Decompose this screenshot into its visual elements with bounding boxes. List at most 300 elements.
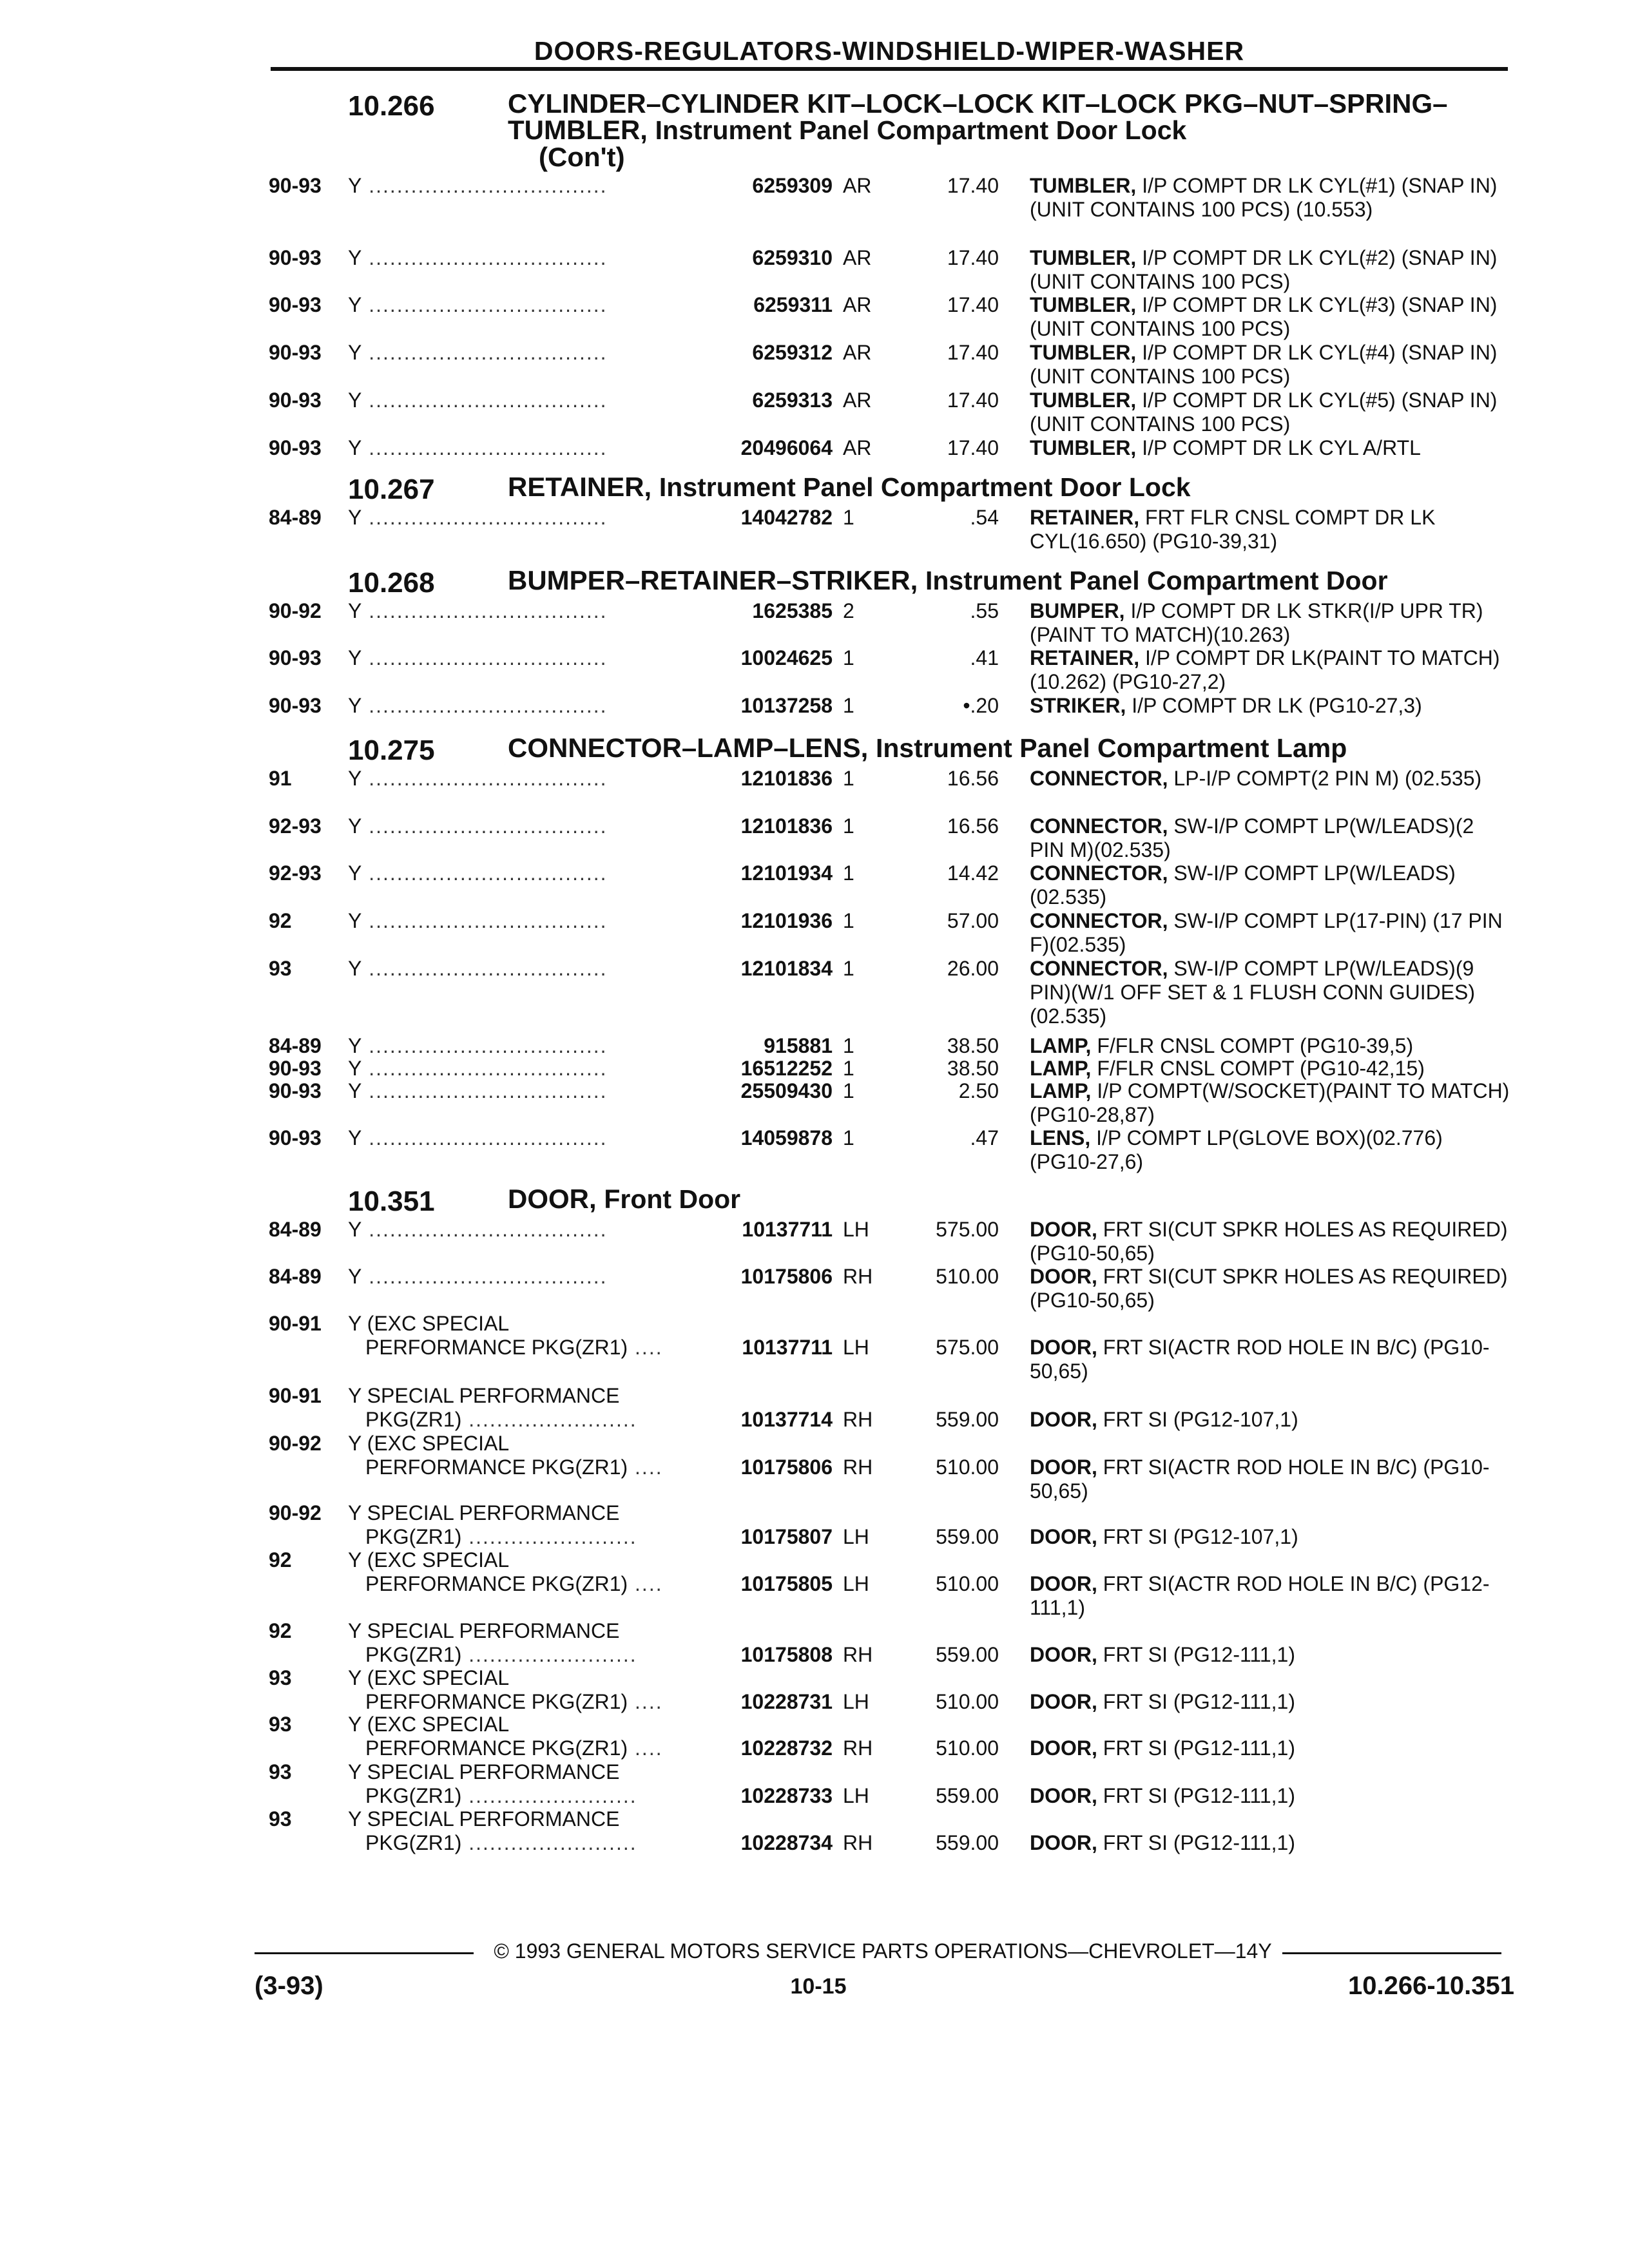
part-description — [1030, 1057, 1510, 1081]
part-number: 25509430 — [740, 1079, 833, 1102]
dot-leader: .................................. — [361, 957, 608, 980]
price: 510.00 — [936, 1690, 999, 1713]
section-title-main: RETAINER, — [508, 472, 659, 502]
part-number: 6259311 — [753, 293, 833, 316]
vehicle-model — [348, 436, 696, 460]
vehicle-model-text: Y — [348, 909, 362, 932]
model-years: 90-93 — [269, 341, 322, 364]
price: 14.42 — [947, 861, 999, 885]
model-years: 90-93 — [269, 293, 322, 316]
part-number: 10228731 — [740, 1690, 833, 1713]
quantity: 1 — [843, 646, 854, 669]
part-description — [1030, 1336, 1510, 1383]
description-text: SW-I/P COMPT LP(W/LEADS)(02.535) — [1030, 861, 1456, 908]
vehicle-model-text: Y — [348, 1057, 362, 1080]
quantity: LH — [843, 1218, 869, 1241]
section-title-subject: Instrument Panel Compartment Door Lock — [655, 115, 1187, 145]
quantity: AR — [843, 293, 872, 316]
quantity: 1 — [843, 1034, 854, 1057]
dot-leader: .................................. — [361, 506, 608, 529]
model-years: 90-92 — [269, 599, 322, 622]
description-text: SW-I/P COMPT LP(17-PIN) (17 PIN F)(02.535) — [1030, 909, 1503, 956]
vehicle-model — [348, 1218, 696, 1242]
vehicle-model-text: Y — [348, 1265, 362, 1288]
description-keyword: CONNECTOR, — [1030, 767, 1168, 790]
price: .41 — [970, 646, 999, 669]
section-title — [508, 474, 1513, 501]
description-text: FRT SI (PG12-107,1) — [1097, 1408, 1298, 1431]
part-number: 16512252 — [740, 1057, 833, 1080]
quantity: 1 — [843, 1126, 854, 1149]
part-description — [1030, 861, 1510, 909]
price: 559.00 — [936, 1408, 999, 1431]
vehicle-model — [348, 1384, 696, 1408]
vehicle-model — [348, 861, 696, 885]
vehicle-model-text: Y SPECIAL PERFORMANCE — [348, 1619, 620, 1642]
vehicle-model-text: PKG(ZR1) — [365, 1784, 462, 1807]
description-keyword: DOOR, — [1030, 1572, 1097, 1595]
part-description — [1030, 341, 1510, 389]
part-number: 6259309 — [752, 174, 833, 197]
vehicle-model — [348, 1312, 696, 1336]
vehicle-model — [348, 1126, 696, 1150]
vehicle-model-text: Y (EXC SPECIAL — [348, 1713, 510, 1736]
footer-section-range: 10.266-10.351 — [1347, 1972, 1514, 2000]
part-description — [1030, 1784, 1510, 1808]
description-text: I/P COMPT DR LK CYL(#5) (SNAP IN)(UNIT CONTAINS 100 PCS) — [1030, 389, 1498, 436]
vehicle-model-text: Y — [348, 957, 362, 980]
vehicle-model — [348, 957, 696, 981]
part-number: 10175807 — [740, 1525, 833, 1548]
price: 559.00 — [936, 1784, 999, 1807]
section-title-subject: Instrument Panel Compartment Door — [925, 566, 1388, 595]
vehicle-model — [348, 814, 696, 838]
part-number: 12101834 — [740, 957, 833, 980]
dot-leader: ........................ — [461, 1525, 637, 1548]
vehicle-model-text: Y — [348, 389, 362, 412]
model-years: 92 — [269, 1548, 292, 1571]
dot-leader: .................................. — [361, 174, 608, 197]
vehicle-model — [348, 1057, 696, 1081]
model-years: 93 — [269, 1666, 292, 1689]
section-title — [508, 735, 1513, 762]
part-description — [1030, 1690, 1510, 1714]
model-years: 90-93 — [269, 646, 322, 669]
part-description — [1030, 1218, 1510, 1265]
quantity: 2 — [843, 599, 854, 622]
model-years: 84-89 — [269, 1218, 322, 1241]
model-years: 90-93 — [269, 174, 322, 197]
description-text: I/P COMPT DR LK CYL(#2) (SNAP IN)(UNIT CONTAINS 100 PCS) — [1030, 246, 1498, 293]
dot-leader: ........................ — [461, 1831, 637, 1854]
model-years: 84-89 — [269, 506, 322, 529]
model-years: 93 — [269, 1807, 292, 1831]
section-title-main: CONNECTOR–LAMP–LENS, — [508, 733, 876, 763]
description-text: SW-I/P COMPT LP(W/LEADS)(2 PIN M)(02.535) — [1030, 814, 1474, 861]
vehicle-model — [348, 909, 696, 933]
description-text: FRT SI(ACTR ROD HOLE IN B/C) (PG12-111,1) — [1030, 1572, 1490, 1619]
description-keyword: DOOR, — [1030, 1784, 1097, 1807]
part-description — [1030, 1831, 1510, 1855]
part-number: 12101836 — [740, 767, 833, 790]
vehicle-model-text: Y — [348, 646, 362, 669]
vehicle-model — [348, 1432, 696, 1456]
part-number: 10137714 — [740, 1408, 833, 1431]
price: 16.56 — [947, 767, 999, 790]
quantity: AR — [843, 389, 872, 412]
dot-leader: .... — [628, 1690, 663, 1713]
vehicle-model-text: Y — [348, 506, 362, 529]
description-keyword: DOOR, — [1030, 1336, 1097, 1359]
vehicle-model-text: PERFORMANCE PKG(ZR1) — [365, 1572, 628, 1595]
part-number: 10175808 — [740, 1643, 833, 1666]
description-keyword: DOOR, — [1030, 1690, 1097, 1713]
quantity: RH — [843, 1643, 873, 1666]
dot-leader: .................................. — [361, 1265, 608, 1288]
price: •.20 — [963, 694, 999, 717]
part-description — [1030, 1126, 1510, 1174]
quantity: LH — [843, 1690, 869, 1713]
description-text: FRT SI (PG12-111,1) — [1097, 1736, 1295, 1760]
model-years: 92-93 — [269, 861, 322, 885]
price: 575.00 — [936, 1218, 999, 1241]
part-number: 14042782 — [740, 506, 833, 529]
dot-leader: .................................. — [361, 909, 608, 932]
vehicle-model-text: Y (EXC SPECIAL — [348, 1548, 510, 1571]
dot-leader: .... — [628, 1736, 663, 1760]
section-number: 10.268 — [348, 567, 435, 599]
vehicle-model-text: Y — [348, 767, 362, 790]
vehicle-model — [348, 1265, 696, 1289]
description-text: FRT FLR CNSL COMPT DR LK CYL(16.650) (PG10-39,31) — [1030, 506, 1436, 553]
section-title — [508, 90, 1513, 170]
description-text: FRT SI(ACTR ROD HOLE IN B/C) (PG10-50,65) — [1030, 1456, 1490, 1503]
vehicle-model-text: Y — [348, 174, 362, 197]
model-years: 90-93 — [269, 389, 322, 412]
part-number: 10175805 — [740, 1572, 833, 1595]
description-text: FRT SI(CUT SPKR HOLES AS REQUIRED) (PG10-50,65) — [1030, 1265, 1508, 1312]
vehicle-model — [348, 1079, 696, 1103]
vehicle-model-text: Y — [348, 246, 362, 269]
dot-leader: .................................. — [361, 341, 608, 364]
description-text: FRT SI (PG12-111,1) — [1097, 1690, 1295, 1713]
section-title-main: BUMPER–RETAINER–STRIKER, — [508, 565, 925, 595]
price: 17.40 — [947, 389, 999, 412]
section-number: 10.266 — [348, 90, 435, 122]
section-title — [508, 567, 1513, 594]
part-number: 10228734 — [740, 1831, 833, 1854]
model-years: 90-93 — [269, 246, 322, 269]
footer-copyright: © 1993 GENERAL MOTORS SERVICE PARTS OPERATIONS—CHEVROLET—14Y — [494, 1939, 1272, 1963]
description-keyword: BUMPER, — [1030, 599, 1125, 622]
description-keyword: CONNECTOR, — [1030, 861, 1168, 885]
vehicle-model-text: Y — [348, 341, 362, 364]
vehicle-model-text: Y SPECIAL PERFORMANCE — [348, 1807, 620, 1831]
part-description — [1030, 389, 1510, 436]
price: 559.00 — [936, 1831, 999, 1854]
vehicle-model-text: PKG(ZR1) — [365, 1525, 462, 1548]
vehicle-model-text: PKG(ZR1) — [365, 1643, 462, 1666]
description-keyword: DOOR, — [1030, 1408, 1097, 1431]
part-description — [1030, 1572, 1510, 1620]
description-keyword: DOOR, — [1030, 1265, 1097, 1288]
description-text: FRT SI (PG12-111,1) — [1097, 1831, 1295, 1854]
part-number: 14059878 — [740, 1126, 833, 1149]
description-keyword: LAMP, — [1030, 1034, 1092, 1057]
part-number: 12101934 — [740, 861, 833, 885]
vehicle-model-text: Y (EXC SPECIAL — [348, 1432, 510, 1455]
quantity: AR — [843, 246, 872, 269]
description-keyword: DOOR, — [1030, 1218, 1097, 1241]
dot-leader: ........................ — [461, 1784, 637, 1807]
price: 510.00 — [936, 1572, 999, 1595]
section-number: 10.267 — [348, 474, 435, 505]
description-text: I/P COMPT DR LK CYL(#1) (SNAP IN)(UNIT CONTAINS 100 PCS) (10.553) — [1030, 174, 1498, 221]
part-description — [1030, 694, 1510, 718]
description-keyword: TUMBLER, — [1030, 246, 1137, 269]
description-keyword: RETAINER, — [1030, 646, 1140, 669]
footer-rule-left — [255, 1952, 474, 1954]
description-text: FRT SI(ACTR ROD HOLE IN B/C) (PG10-50,65) — [1030, 1336, 1490, 1383]
section-continued: (Con't) — [539, 142, 625, 172]
model-years: 92 — [269, 909, 292, 932]
section-title — [508, 1186, 1513, 1213]
quantity: RH — [843, 1456, 873, 1479]
model-years: 90-93 — [269, 1057, 322, 1080]
vehicle-model — [348, 1619, 696, 1643]
dot-leader: .... — [628, 1572, 663, 1595]
quantity: 1 — [843, 767, 854, 790]
part-number: 10137258 — [740, 694, 833, 717]
price: 26.00 — [947, 957, 999, 980]
dot-leader: ........................ — [461, 1643, 637, 1666]
vehicle-model — [348, 1760, 696, 1784]
description-text: FRT SI(CUT SPKR HOLES AS REQUIRED) (PG10-50,65) — [1030, 1218, 1508, 1265]
part-description — [1030, 814, 1510, 862]
quantity: RH — [843, 1408, 873, 1431]
description-keyword: LAMP, — [1030, 1057, 1092, 1080]
quantity: 1 — [843, 1057, 854, 1080]
part-description — [1030, 1265, 1510, 1312]
model-years: 93 — [269, 957, 292, 980]
page-header-title: DOORS-REGULATORS-WINDSHIELD-WIPER-WASHER — [534, 36, 1245, 66]
vehicle-model-text: Y — [348, 694, 362, 717]
part-description — [1030, 436, 1510, 460]
header-rule — [271, 67, 1508, 71]
model-years: 84-89 — [269, 1265, 322, 1288]
vehicle-model-text: Y — [348, 1126, 362, 1149]
part-number: 10137711 — [742, 1336, 833, 1359]
price: 510.00 — [936, 1736, 999, 1760]
description-text: F/FLR CNSL COMPT (PG10-39,5) — [1091, 1034, 1414, 1057]
description-text: I/P COMPT DR LK (PG10-27,3) — [1126, 694, 1422, 717]
description-keyword: CONNECTOR, — [1030, 909, 1168, 932]
price: 17.40 — [947, 341, 999, 364]
part-number: 10137711 — [742, 1218, 833, 1241]
quantity: LH — [843, 1572, 869, 1595]
vehicle-model — [348, 1501, 696, 1525]
part-description — [1030, 1525, 1510, 1549]
description-keyword: RETAINER, — [1030, 506, 1140, 529]
part-description — [1030, 246, 1510, 294]
part-description — [1030, 1456, 1510, 1503]
quantity: 1 — [843, 957, 854, 980]
price: 575.00 — [936, 1336, 999, 1359]
vehicle-model-text: PERFORMANCE PKG(ZR1) — [365, 1690, 628, 1713]
part-number: 1625385 — [752, 599, 833, 622]
vehicle-model — [348, 174, 696, 198]
model-years: 90-92 — [269, 1432, 322, 1455]
vehicle-model-text: Y SPECIAL PERFORMANCE — [348, 1384, 620, 1407]
description-keyword: TUMBLER, — [1030, 436, 1137, 459]
part-description — [1030, 599, 1510, 647]
price: 17.40 — [947, 293, 999, 316]
price: .55 — [970, 599, 999, 622]
vehicle-model — [348, 1666, 696, 1690]
vehicle-model-text: Y — [348, 436, 362, 459]
vehicle-model-text: Y — [348, 1218, 362, 1241]
quantity: AR — [843, 174, 872, 197]
price: 38.50 — [947, 1057, 999, 1080]
vehicle-model — [348, 341, 696, 365]
dot-leader: .................................. — [361, 814, 608, 838]
description-keyword: LAMP, — [1030, 1079, 1092, 1102]
vehicle-model-text: PKG(ZR1) — [365, 1408, 462, 1431]
description-keyword: TUMBLER, — [1030, 174, 1137, 197]
model-years: 90-93 — [269, 1079, 322, 1102]
dot-leader: ........................ — [461, 1408, 637, 1431]
quantity: 1 — [843, 861, 854, 885]
dot-leader: .................................. — [361, 246, 608, 269]
description-keyword: STRIKER, — [1030, 694, 1126, 717]
model-years: 93 — [269, 1760, 292, 1783]
description-keyword: CONNECTOR, — [1030, 814, 1168, 838]
description-keyword: TUMBLER, — [1030, 341, 1137, 364]
description-text: FRT SI (PG12-111,1) — [1097, 1784, 1295, 1807]
dot-leader: .................................. — [361, 599, 608, 622]
description-keyword: DOOR, — [1030, 1831, 1097, 1854]
dot-leader: .................................. — [361, 436, 608, 459]
vehicle-model-text: PERFORMANCE PKG(ZR1) — [365, 1336, 628, 1359]
description-text: I/P COMPT DR LK(PAINT TO MATCH)(10.262) (PG10-27,2) — [1030, 646, 1500, 693]
part-number: 10175806 — [740, 1265, 833, 1288]
description-text: LP-I/P COMPT(2 PIN M) (02.535) — [1168, 767, 1482, 790]
quantity: 1 — [843, 694, 854, 717]
vehicle-model-text: Y — [348, 814, 362, 838]
model-years: 90-91 — [269, 1312, 322, 1335]
price: .47 — [970, 1126, 999, 1149]
description-keyword: DOOR, — [1030, 1643, 1097, 1666]
price: 57.00 — [947, 909, 999, 932]
part-number: 6259310 — [752, 246, 833, 269]
price: 559.00 — [936, 1525, 999, 1548]
description-text: I/P COMPT DR LK CYL(#4) (SNAP IN)(UNIT CONTAINS 100 PCS) — [1030, 341, 1498, 388]
description-keyword: DOOR, — [1030, 1736, 1097, 1760]
section-title-subject: Instrument Panel Compartment Lamp — [875, 733, 1347, 763]
dot-leader: .................................. — [361, 1057, 608, 1080]
dot-leader: .................................. — [361, 694, 608, 717]
quantity: 1 — [843, 814, 854, 838]
price: 510.00 — [936, 1456, 999, 1479]
dot-leader: .................................. — [361, 1034, 608, 1057]
dot-leader: .................................. — [361, 1218, 608, 1241]
vehicle-model — [348, 599, 696, 623]
description-text: FRT SI (PG12-107,1) — [1097, 1525, 1298, 1548]
description-text: I/P COMPT DR LK STKR(I/P UPR TR)(PAINT TO MATCH)(10.263) — [1030, 599, 1483, 646]
price: 17.40 — [947, 436, 999, 459]
description-text: FRT SI (PG12-111,1) — [1097, 1643, 1295, 1666]
description-keyword: DOOR, — [1030, 1525, 1097, 1548]
dot-leader: .................................. — [361, 646, 608, 669]
price: 510.00 — [936, 1265, 999, 1288]
model-years: 90-93 — [269, 694, 322, 717]
model-years: 91 — [269, 767, 292, 790]
description-keyword: CONNECTOR, — [1030, 957, 1168, 980]
vehicle-model-text: Y (EXC SPECIAL — [348, 1666, 510, 1689]
footer-date-code: (3-93) — [255, 1972, 323, 2000]
price: 17.40 — [947, 246, 999, 269]
quantity: LH — [843, 1784, 869, 1807]
dot-leader: .... — [628, 1336, 663, 1359]
part-description — [1030, 909, 1510, 957]
dot-leader: .................................. — [361, 1079, 608, 1102]
vehicle-model-text: PKG(ZR1) — [365, 1831, 462, 1854]
part-description — [1030, 1408, 1510, 1432]
price: 38.50 — [947, 1034, 999, 1057]
model-years: 90-91 — [269, 1384, 322, 1407]
vehicle-model — [348, 293, 696, 317]
footer-page-number: 10-15 — [790, 1974, 847, 1999]
part-description — [1030, 767, 1510, 791]
description-keyword: TUMBLER, — [1030, 389, 1137, 412]
description-keyword: LENS, — [1030, 1126, 1091, 1149]
description-text: SW-I/P COMPT LP(W/LEADS)(9 PIN)(W/1 OFF SET & 1 FLUSH CONN GUIDES)(02.535) — [1030, 957, 1476, 1028]
dot-leader: .................................. — [361, 861, 608, 885]
section-title-main: DOOR, — [508, 1184, 604, 1214]
vehicle-model — [348, 767, 696, 791]
part-description — [1030, 506, 1510, 553]
part-number: 10024625 — [740, 646, 833, 669]
vehicle-model — [348, 694, 696, 718]
vehicle-model-text: Y — [348, 293, 362, 316]
vehicle-model — [348, 1548, 696, 1572]
part-number: 10228733 — [740, 1784, 833, 1807]
section-number: 10.275 — [348, 735, 435, 766]
description-text: F/FLR CNSL COMPT (PG10-42,15) — [1091, 1057, 1425, 1080]
model-years: 90-93 — [269, 1126, 322, 1149]
vehicle-model-text: Y — [348, 1034, 362, 1057]
part-description — [1030, 1736, 1510, 1760]
description-text: I/P COMPT DR LK CYL A/RTL — [1136, 436, 1421, 459]
quantity: 1 — [843, 909, 854, 932]
quantity: 1 — [843, 1079, 854, 1102]
footer-rule-right — [1282, 1952, 1501, 1954]
dot-leader: .................................. — [361, 767, 608, 790]
model-years: 90-92 — [269, 1501, 322, 1524]
section-number: 10.351 — [348, 1186, 435, 1217]
quantity: RH — [843, 1736, 873, 1760]
dot-leader: .................................. — [361, 1126, 608, 1149]
quantity: AR — [843, 436, 872, 459]
model-years: 92 — [269, 1619, 292, 1642]
price: .54 — [970, 506, 999, 529]
part-description — [1030, 1643, 1510, 1667]
vehicle-model — [348, 389, 696, 412]
vehicle-model-text: PERFORMANCE PKG(ZR1) — [365, 1736, 628, 1760]
vehicle-model-text: Y (EXC SPECIAL — [348, 1312, 510, 1335]
vehicle-model — [348, 1713, 696, 1736]
part-number: 915881 — [764, 1034, 833, 1057]
